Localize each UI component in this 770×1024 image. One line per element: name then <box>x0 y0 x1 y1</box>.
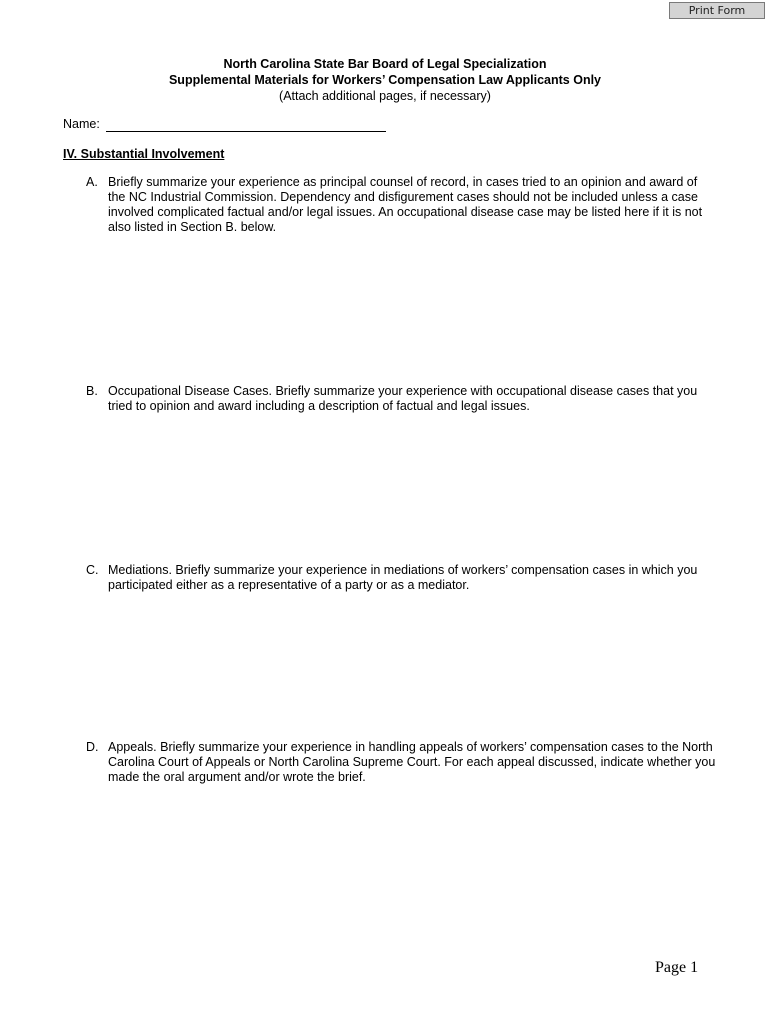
item-letter: C. <box>86 563 99 577</box>
print-form-button[interactable]: Print Form <box>669 2 765 19</box>
item-d <box>86 740 716 785</box>
item-c <box>86 563 716 593</box>
name-field[interactable] <box>106 118 386 132</box>
document-title: North Carolina State Bar Board of Legal Specialization <box>223 57 547 71</box>
item-text: Occupational Disease Cases. Briefly summarize your experience with occupational disease cases that you tried to opinion and award including a description of factual and legal issues. <box>108 384 698 413</box>
item-letter: A. <box>86 175 98 189</box>
name-label: Name: <box>63 117 100 131</box>
attach-note: (Attach additional pages, if necessary) <box>279 89 491 103</box>
name-row <box>63 116 386 132</box>
item-letter: B. <box>86 384 98 398</box>
item-b <box>86 384 716 414</box>
item-a <box>86 175 716 235</box>
page-number: Page 1 <box>655 959 699 976</box>
item-text: Briefly summarize your experience as principal counsel of record, in cases tried to an opinion and award of the NC Industrial Commission. Dependency and disfigurement cases should not be included unless a case involved complicated factual and/or legal issues. An occupational disease case may be listed here if it is not also listed in Section B. below. <box>108 175 703 234</box>
item-text: Mediations. Briefly summarize your experience in mediations of workers’ compensation cases in which you participated either as a representative of a party or as a mediator. <box>108 563 698 592</box>
document-subtitle: Supplemental Materials for Workers’ Compensation Law Applicants Only <box>168 73 602 87</box>
item-letter: D. <box>86 740 99 754</box>
item-text: Appeals. Briefly summarize your experience in handling appeals of workers’ compensation cases to the North Carolina Court of Appeals or North Carolina Supreme Court. For each appeal discussed, indicate whether you made the oral argument and/or wrote the brief. <box>108 740 716 784</box>
section-title: IV. Substantial Involvement <box>63 147 225 161</box>
